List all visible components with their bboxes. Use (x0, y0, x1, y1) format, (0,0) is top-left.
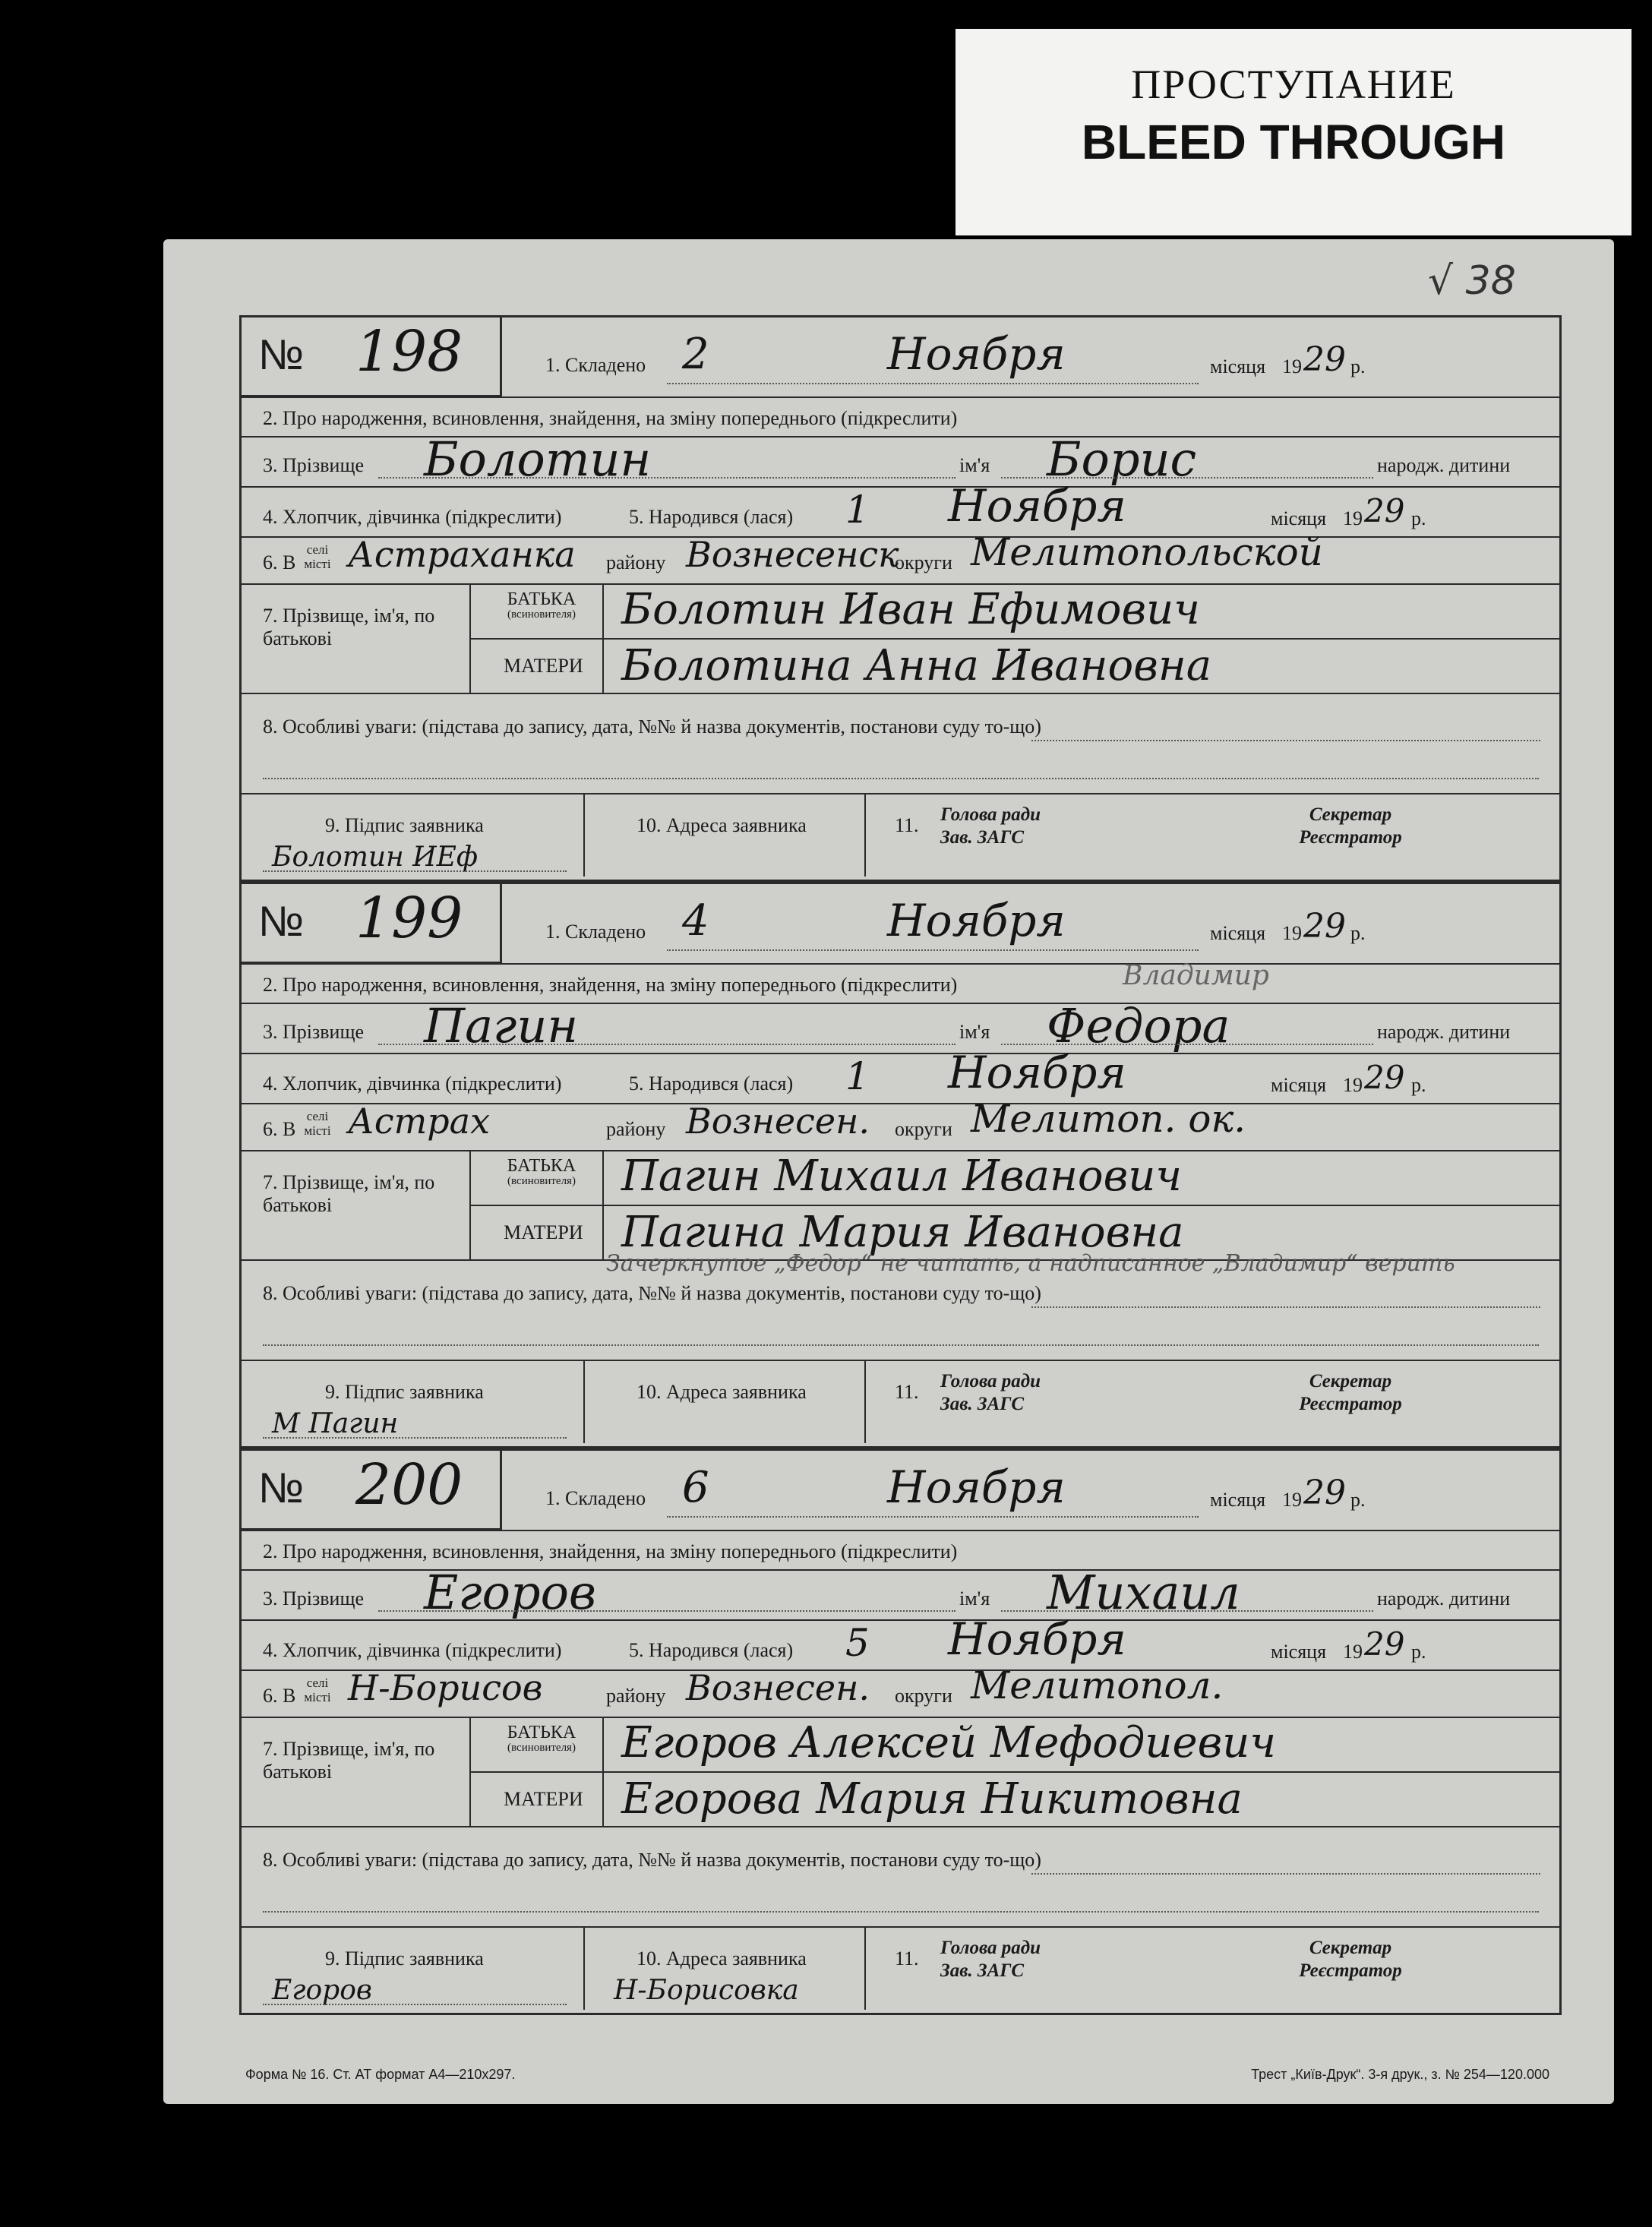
record-number-box (242, 317, 502, 397)
mother-name: Пагина Мария Ивановна (621, 1208, 1184, 1257)
about-label: 2. Про народження, всиновлення, знайдення, на зміну попереднього (підкреслити) (263, 1540, 958, 1562)
sign-label: 9. Підпис заявника (325, 814, 484, 836)
born-label: 5. Народився (лася) (629, 1072, 794, 1095)
record-number: 200 (355, 1452, 463, 1518)
birth-day: 5 (845, 1621, 870, 1665)
label-ru: ПРОСТУПАНИЕ (1131, 62, 1456, 107)
sign-label: 9. Підпис заявника (325, 1381, 484, 1403)
village-label: селі (306, 1109, 329, 1123)
born-label: 5. Народився (лася) (629, 506, 794, 528)
record-number: 199 (355, 886, 463, 951)
address-label: 10. Адреса заявника (636, 1947, 807, 1970)
place-label: 6. В (263, 1118, 296, 1140)
head-label: Голова ради Зав. ЗАГС (940, 1371, 1041, 1414)
notes-label: 8. Особливі уваги: (підстава до запису, дата, №№ й назва документів, постанови суду то-що) (263, 715, 1041, 738)
father-name: Егоров Алексей Мефодиевич (621, 1718, 1277, 1767)
birth-place: Астрах (348, 1101, 491, 1142)
okrug-label: округи (895, 551, 952, 573)
name-label: ім'я (959, 1021, 990, 1043)
child-label: народж. дитини (1377, 1587, 1511, 1609)
child-name: Михаил (1047, 1565, 1240, 1620)
sign-label: 9. Підпис заявника (325, 1947, 484, 1970)
parents-label: 7. Прізвище, ім'я, по батькові (263, 1171, 435, 1216)
town-label: місті (304, 1123, 331, 1138)
compiled-label: 1. Складено (545, 921, 646, 943)
about-label: 2. Про народження, всиновлення, знайдення, на зміну попереднього (підкреслити) (263, 407, 958, 429)
compiled-year: 29 (1303, 340, 1346, 379)
born-label: 5. Народився (лася) (629, 1639, 794, 1661)
compiled-month: Ноября (887, 328, 1066, 380)
birth-year-suffix: р. (1411, 1074, 1426, 1096)
district-label: району (606, 1118, 666, 1140)
village-town-selector (298, 1676, 336, 1704)
year-prefix: 19 (1282, 922, 1302, 944)
birth-year-suffix: р. (1411, 1641, 1426, 1663)
village-town-selector (298, 542, 336, 571)
birth-month-label: місяця (1271, 1641, 1327, 1663)
birth-year: 29 (1364, 1625, 1405, 1663)
applicant-signature: Болотин ИЕф (272, 842, 479, 873)
okrug-label: округи (895, 1685, 952, 1707)
compiled-year: 29 (1303, 1474, 1346, 1512)
head-number: 11. (895, 814, 919, 836)
mother-label: МАТЕРИ (504, 655, 583, 677)
birth-month-label: місяця (1271, 507, 1327, 529)
compiled-label: 1. Складено (545, 1487, 646, 1509)
birth-district: Вознесен. (686, 1667, 870, 1708)
month-label: місяця (1210, 355, 1266, 377)
father-label: БАТЬКА (всиновителя) (507, 589, 576, 621)
label-en: BLEED THROUGH (1081, 115, 1506, 169)
year-suffix: р. (1350, 922, 1366, 944)
secretary-label: Секретар Реєстратор (1299, 1938, 1402, 1981)
compiled-day: 4 (682, 896, 709, 946)
sheet-page-note: √ 38 (1428, 258, 1516, 304)
footer-right: Трест „Київ-Друк“. 3-я друк., з. № 254—120.000 (1251, 2067, 1549, 2082)
bleed-through-label (956, 29, 1631, 235)
birth-year-prefix: 19 (1343, 1074, 1363, 1096)
footer-left: Форма № 16. Ст. АТ формат А4—210х297. (245, 2067, 516, 2082)
head-number: 11. (895, 1947, 919, 1970)
village-town-selector (298, 1109, 336, 1138)
about-label: 2. Про народження, всиновлення, знайдення, на зміну попереднього (підкреслити) (263, 974, 958, 996)
birth-year-suffix: р. (1411, 507, 1426, 529)
birth-year-prefix: 19 (1343, 1641, 1363, 1663)
birth-month: Ноября (948, 480, 1126, 532)
sex-label: 4. Хлопчик, дівчинка (підкреслити) (263, 1639, 562, 1661)
number-sign: № (258, 1464, 305, 1512)
secretary-label: Секретар Реєстратор (1299, 804, 1402, 848)
father-label: БАТЬКА (всиновителя) (507, 1156, 576, 1187)
district-label: району (606, 551, 666, 573)
month-label: місяця (1210, 1489, 1266, 1511)
compiled-day: 6 (682, 1463, 709, 1512)
birth-place: Астраханка (348, 534, 576, 575)
child-surname: Егоров (424, 1565, 597, 1620)
surname-label: 3. Прізвище (263, 1587, 365, 1609)
compiled-month: Ноября (887, 1461, 1066, 1513)
district-label: району (606, 1685, 666, 1707)
head-number: 11. (895, 1381, 919, 1403)
mother-name: Болотина Анна Ивановна (621, 641, 1212, 690)
birth-day: 1 (845, 1054, 870, 1098)
birth-record (239, 882, 1562, 1448)
compiled-month: Ноября (887, 895, 1066, 946)
sex-label: 4. Хлопчик, дівчинка (підкреслити) (263, 506, 562, 528)
year-prefix: 19 (1282, 1489, 1302, 1511)
mother-label: МАТЕРИ (504, 1221, 583, 1243)
father-label: БАТЬКА (всиновителя) (507, 1723, 576, 1754)
town-label: місті (304, 557, 331, 571)
child-name: Федора (1047, 998, 1230, 1053)
birth-record (239, 1448, 1562, 2015)
village-label: селі (306, 542, 329, 557)
birth-month-label: місяця (1271, 1074, 1327, 1096)
record-number-box (242, 884, 502, 964)
number-sign: № (258, 330, 305, 378)
applicant-signature: Егоров (272, 1975, 372, 2006)
year-prefix: 19 (1282, 355, 1302, 377)
year-suffix: р. (1350, 1489, 1366, 1511)
notes-label: 8. Особливі уваги: (підстава до запису, дата, №№ й назва документів, постанови суду то-що) (263, 1282, 1041, 1304)
name-correction: Владимир (1123, 960, 1269, 991)
parents-label: 7. Прізвище, ім'я, по батькові (263, 605, 435, 649)
birth-year: 29 (1364, 1059, 1405, 1096)
name-label: ім'я (959, 454, 990, 476)
notes-label: 8. Особливі уваги: (підстава до запису, дата, №№ й назва документів, постанови суду то-що) (263, 1849, 1041, 1871)
surname-label: 3. Прізвище (263, 1021, 365, 1043)
child-surname: Болотин (424, 431, 652, 487)
town-label: місті (304, 1690, 331, 1704)
surname-label: 3. Прізвище (263, 454, 365, 476)
birth-district: Вознесенск (686, 534, 899, 575)
birth-record (239, 315, 1562, 882)
child-label: народж. дитини (1377, 454, 1511, 476)
child-label: народж. дитини (1377, 1021, 1511, 1043)
place-label: 6. В (263, 551, 296, 573)
birth-place: Н-Борисов (348, 1667, 543, 1708)
number-sign: № (258, 897, 305, 945)
month-label: місяця (1210, 922, 1266, 944)
record-number: 198 (355, 319, 463, 384)
compiled-year: 29 (1303, 907, 1346, 946)
birth-day: 1 (845, 488, 870, 532)
okrug-label: округи (895, 1118, 952, 1140)
compiled-day: 2 (682, 330, 709, 379)
address-label: 10. Адреса заявника (636, 814, 807, 836)
applicant-signature: М Пагин (272, 1408, 399, 1439)
address-label: 10. Адреса заявника (636, 1381, 807, 1403)
birth-district: Вознесен. (686, 1101, 870, 1142)
record-number-box (242, 1451, 502, 1530)
notes-text: Зачеркнутое „Федор“ не читать, а надписанное „Владимир“ верить (606, 1250, 1455, 1277)
head-label: Голова ради Зав. ЗАГС (940, 1938, 1041, 1981)
birth-okrug: Мелитопол. (971, 1663, 1224, 1707)
village-label: селі (306, 1676, 329, 1690)
child-name: Борис (1047, 431, 1197, 487)
name-label: ім'я (959, 1587, 990, 1609)
birth-okrug: Мелитопольской (971, 530, 1323, 574)
birth-month: Ноября (948, 1613, 1126, 1665)
birth-year: 29 (1364, 492, 1405, 529)
applicant-address: Н-Борисовка (614, 1975, 799, 2006)
birth-okrug: Мелитоп. ок. (971, 1097, 1246, 1141)
parents-label: 7. Прізвище, ім'я, по батькові (263, 1738, 435, 1783)
birth-year-prefix: 19 (1343, 507, 1363, 529)
sex-label: 4. Хлопчик, дівчинка (підкреслити) (263, 1072, 562, 1095)
register-sheet (163, 239, 1614, 2104)
birth-month: Ноября (948, 1047, 1126, 1098)
head-label: Голова ради Зав. ЗАГС (940, 804, 1041, 848)
place-label: 6. В (263, 1685, 296, 1707)
child-surname: Пагин (424, 998, 579, 1053)
father-name: Пагин Михаил Иванович (621, 1151, 1183, 1201)
year-suffix: р. (1350, 355, 1366, 377)
mother-name: Егорова Мария Никитовна (621, 1774, 1243, 1824)
father-name: Болотин Иван Ефимович (621, 585, 1201, 634)
secretary-label: Секретар Реєстратор (1299, 1371, 1402, 1414)
mother-label: МАТЕРИ (504, 1788, 583, 1810)
compiled-label: 1. Складено (545, 354, 646, 376)
